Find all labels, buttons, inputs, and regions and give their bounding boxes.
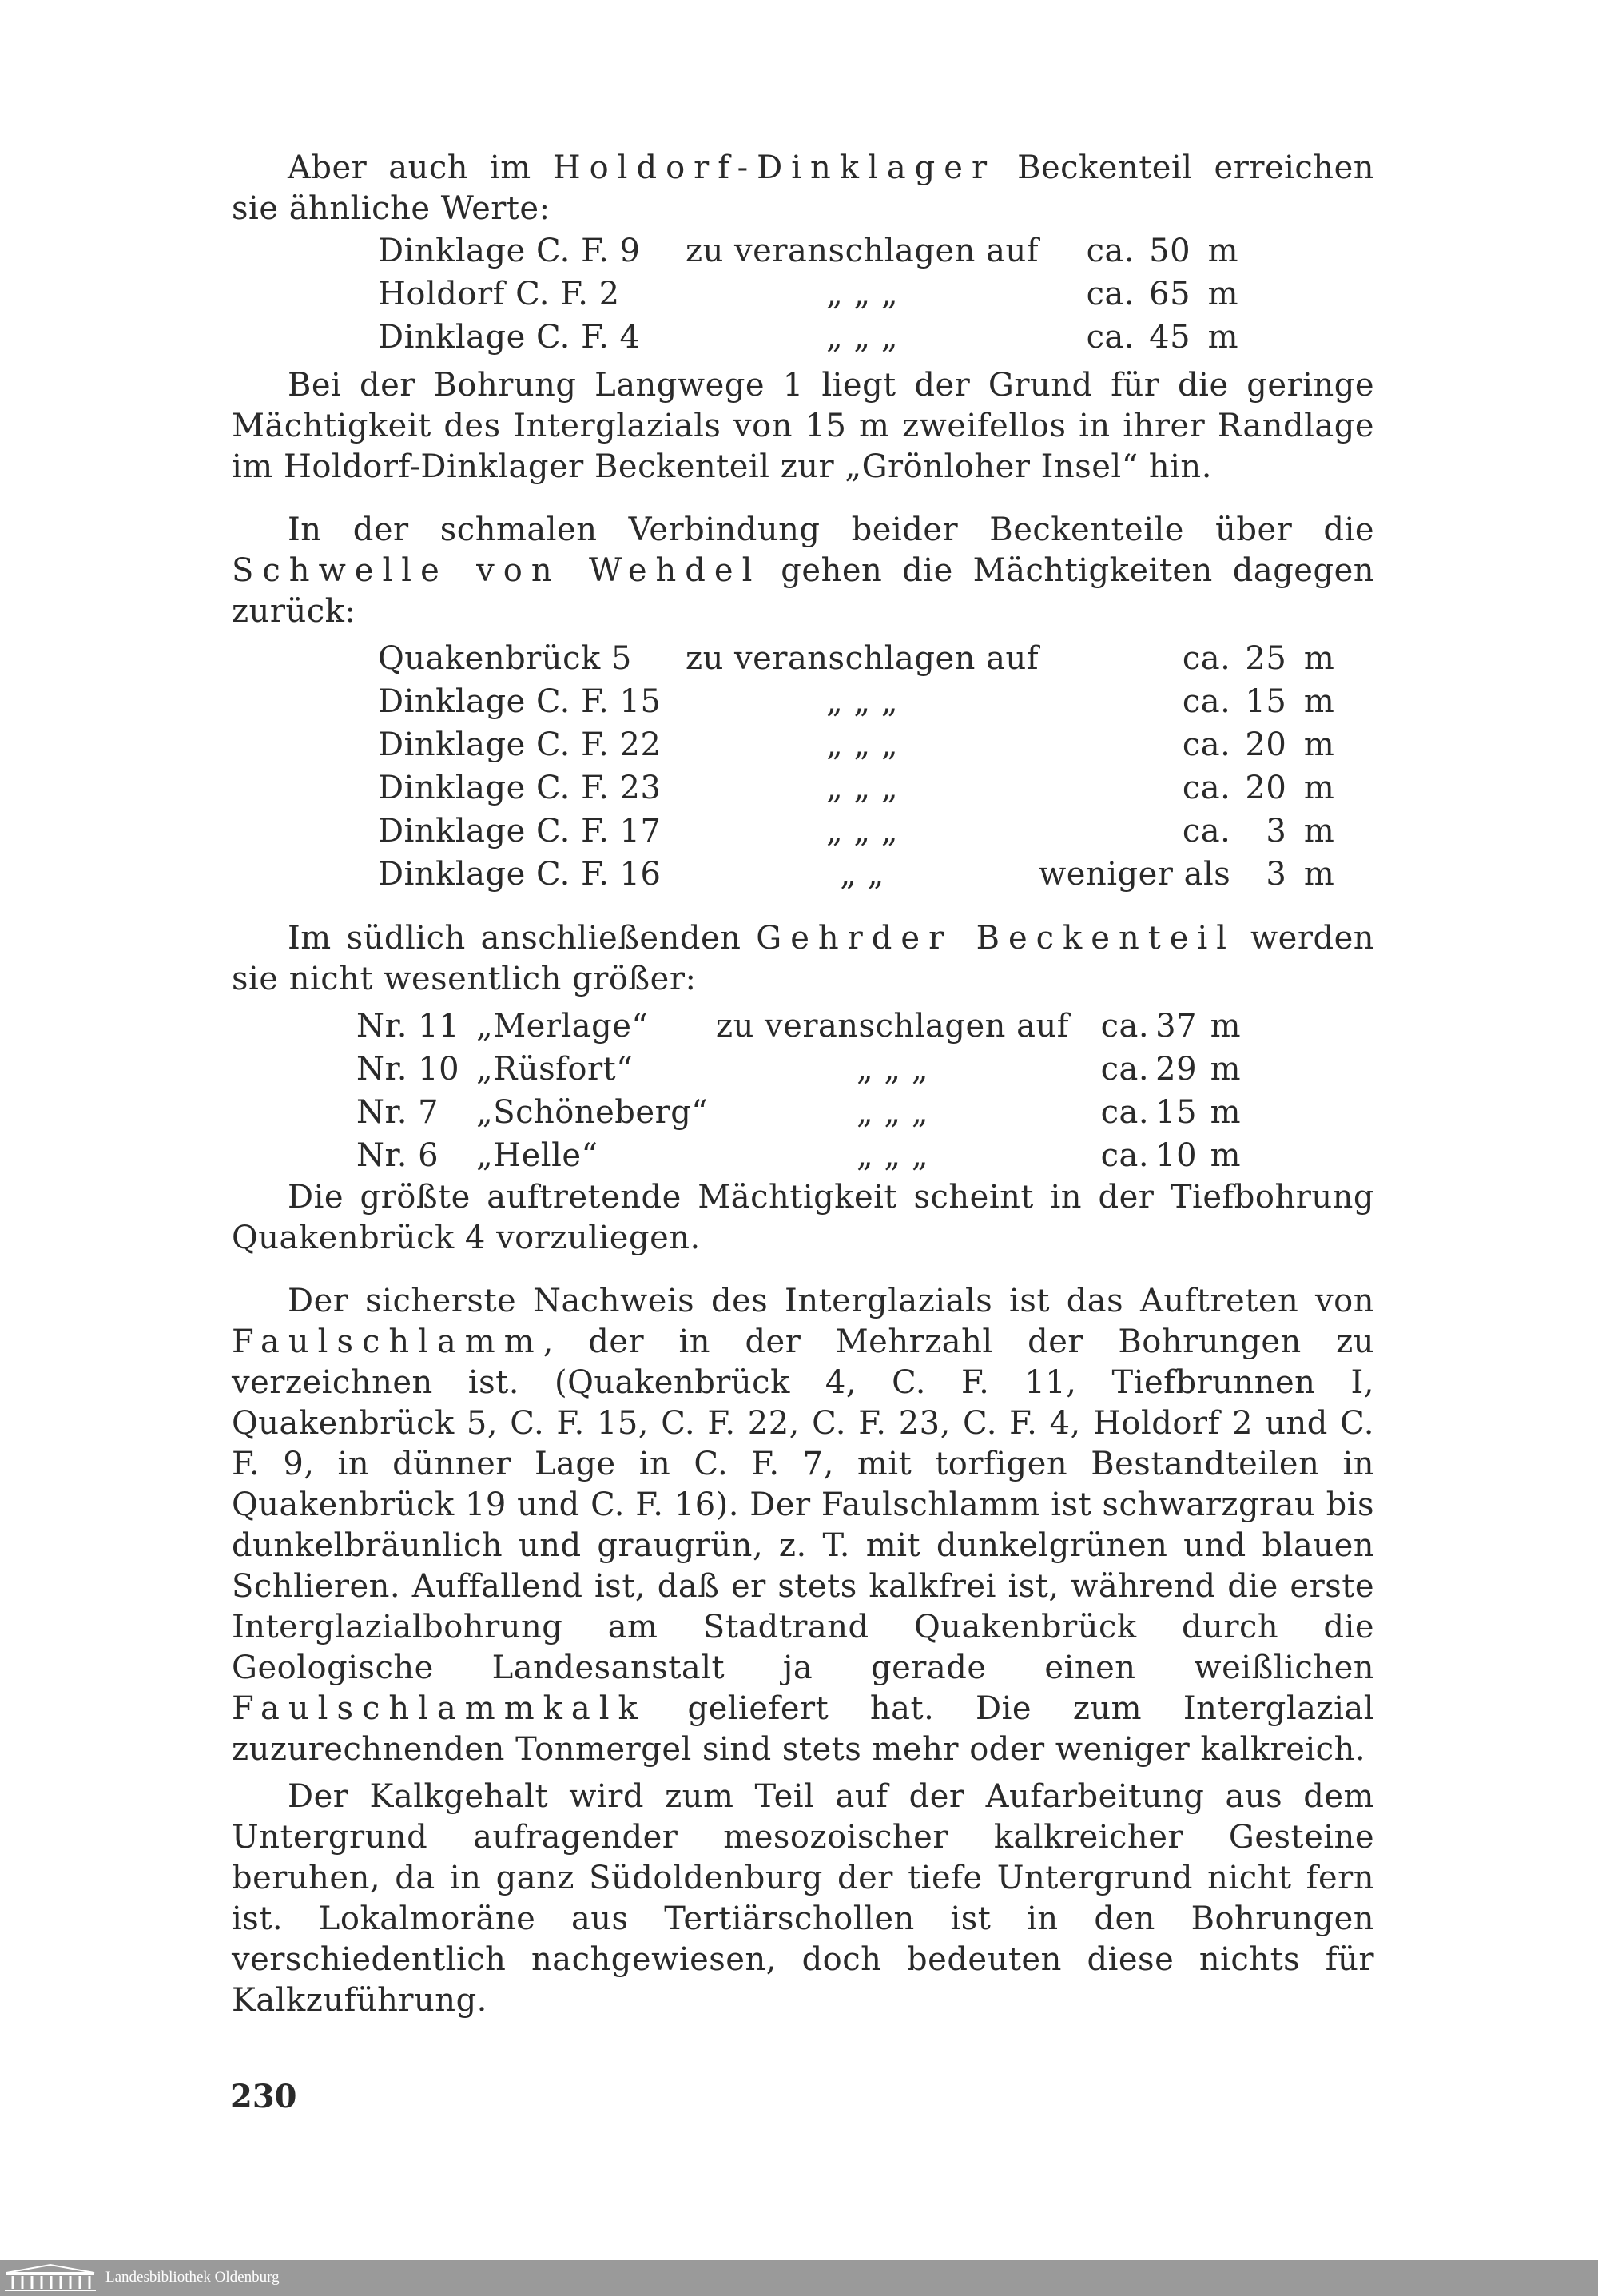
estimate-phrase: zu veranschlagen auf [686, 233, 1039, 269]
thickness-unit: m [1207, 276, 1239, 312]
thickness-value: 37 [1155, 1008, 1198, 1045]
p6-mid: , der in der Mehrzahl der Bohrungen zu verzeichnen ist. (Quakenbrück 4, C. F. 11, Tiefbrunnen I, Quakenbrück 5, C. F. 15, C. F. 22, C. F. 23, C. F. 4, Holdorf 2 und C. F. 9, in dünner Lage in C. F. 7, mit torfigen Bestandteilen in Quakenbrück 19 und C. F. 16). Der Faulschlamm ist schwarzgrau bis dunkelbräunlich und graugrün, z. T. mit dunkelgrünen und blauen Schlieren. Auffallend ist, daß er stets kalkfrei ist, während die erste Interglazialbohrung am Stadtrand Quakenbrück durch die Geologische Landesanstalt ja gerade einen weißlichen [232, 1323, 1374, 1686]
estimate-phrase: „ „ „ [825, 683, 899, 720]
borehole-name: „Schöneberg“ [476, 1094, 709, 1131]
estimate-phrase: „ „ „ [825, 726, 899, 763]
p6-spaced-2: Faulschlammkalk [232, 1690, 646, 1727]
paragraph-2: Bei der Bohrung Langwege 1 liegt der Grund für die geringe Mächtigkeit des Interglazials von 15 m zweifellos in ihrer Randlage im Holdorf-Dinklager Beckenteil zur „Grönloher Insel“ hin. [232, 367, 1374, 485]
table-gehrder [356, 1005, 1241, 1177]
p1-pre: Aber auch im [288, 149, 531, 186]
table-wehdel [378, 637, 1334, 896]
library-footer-bar [0, 2260, 1598, 2296]
approx-label: ca. [1182, 726, 1231, 763]
thickness-unit: m [1303, 726, 1335, 763]
approx-label: ca. [1086, 319, 1135, 356]
thickness-value: 25 [1245, 640, 1287, 677]
approx-label: ca. [1182, 640, 1231, 677]
table-row [378, 723, 1334, 766]
paragraph-4 [232, 918, 1374, 1000]
table-row [378, 316, 1238, 359]
approx-label: ca. [1086, 276, 1135, 312]
thickness-value: 15 [1245, 683, 1287, 720]
thickness-value: 10 [1155, 1137, 1198, 1174]
thickness-unit: m [1210, 1094, 1242, 1131]
table-holdorf-dinklager [378, 229, 1238, 359]
borehole-name: Holdorf C. F. 2 [378, 276, 620, 312]
estimate-phrase: „ „ „ [825, 770, 899, 806]
thickness-unit: m [1210, 1051, 1242, 1088]
borehole-number: Nr. 10 [356, 1051, 460, 1088]
borehole-name: Dinklage C. F. 23 [378, 770, 662, 806]
borehole-name: Dinklage C. F. 16 [378, 856, 662, 893]
p3-pre: In der schmalen Verbindung beider Beckenteile über die [288, 511, 1374, 548]
borehole-name: Dinklage C. F. 22 [378, 726, 662, 763]
table-row [378, 810, 1334, 853]
p6-spaced-1: Faulschlamm [232, 1323, 543, 1360]
estimate-phrase: „ „ „ [825, 276, 899, 312]
p4-pre: Im südlich anschließenden [288, 920, 741, 957]
thickness-unit: m [1303, 770, 1335, 806]
thickness-value: 45 [1149, 319, 1191, 356]
p4-spaced: Gehrder Beckenteil [756, 920, 1236, 957]
p6-pre: Der sicherste Nachweis des Interglazials ist das Auftreten von [288, 1283, 1374, 1319]
thickness-value: 29 [1155, 1051, 1198, 1088]
borehole-name: „Merlage“ [476, 1008, 649, 1045]
thickness-value: 65 [1149, 276, 1191, 312]
estimate-phrase: zu veranschlagen auf [716, 1008, 1070, 1045]
borehole-name: Quakenbrück 5 [378, 640, 632, 677]
estimate-phrase: „ „ [840, 856, 884, 893]
thickness-unit: m [1303, 813, 1335, 850]
borehole-name: Dinklage C. F. 15 [378, 683, 662, 720]
paragraph-1 [232, 148, 1374, 229]
table-row [356, 1005, 1241, 1048]
approx-label: ca. [1100, 1051, 1150, 1088]
borehole-number: Nr. 7 [356, 1094, 439, 1131]
paragraph-7: Der Kalkgehalt wird zum Teil auf der Aufarbeitung aus dem Untergrund aufragender mesozoischer kalkreicher Gesteine beruhen, da in ganz Südoldenburg der tiefe Untergrund nicht fern ist. Lokalmoräne aus Tertiärschollen ist in den Bohrungen verschiedentlich nachgewiesen, doch bedeuten diese nichts für Kalkzuführung. [232, 1778, 1374, 2019]
borehole-name: Dinklage C. F. 9 [378, 233, 641, 269]
p1-post: Beckenteil erreichen sie ähnliche Werte: [232, 149, 1375, 227]
borehole-name: „Helle“ [476, 1137, 598, 1174]
borehole-name: „Rüsfort“ [476, 1051, 634, 1088]
estimate-phrase: „ „ „ [856, 1094, 929, 1131]
borehole-number: Nr. 11 [356, 1008, 460, 1045]
estimate-phrase: zu veranschlagen auf [686, 640, 1039, 677]
thickness-value: 20 [1245, 770, 1287, 806]
library-building-icon [3, 2263, 97, 2293]
thickness-value: 20 [1245, 726, 1287, 763]
thickness-unit: m [1303, 683, 1335, 720]
estimate-phrase: „ „ „ [856, 1051, 929, 1088]
p4-post: werden sie nicht wesentlich größer: [232, 920, 1375, 997]
thickness-value: 50 [1149, 233, 1191, 269]
thickness-unit: m [1210, 1137, 1242, 1174]
p6-post: geliefert hat. Die zum Interglazial zuzurechnenden Tonmergel sind stets mehr oder weniger kalkreich. [232, 1690, 1374, 1768]
approx-label: ca. [1182, 683, 1231, 720]
approx-label: ca. [1100, 1137, 1150, 1174]
paragraph-6 [232, 1281, 1374, 1770]
thickness-unit: m [1303, 856, 1335, 893]
estimate-phrase: „ „ „ [825, 813, 899, 850]
approx-label: ca. [1086, 233, 1135, 269]
table-row [356, 1091, 1241, 1134]
table-row [356, 1134, 1241, 1177]
thickness-value: 3 [1266, 813, 1287, 850]
approx-label: ca. [1100, 1094, 1150, 1131]
approx-label: ca. [1100, 1008, 1150, 1045]
table-row [378, 273, 1238, 316]
table-row [378, 766, 1334, 810]
paragraph-3 [232, 510, 1374, 632]
estimate-phrase: „ „ „ [856, 1137, 929, 1174]
approx-label: weniger als [1039, 856, 1231, 893]
table-row [378, 853, 1334, 896]
thickness-unit: m [1303, 640, 1335, 677]
thickness-unit: m [1207, 319, 1239, 356]
table-row [378, 637, 1334, 680]
thickness-unit: m [1210, 1008, 1242, 1045]
thickness-value: 15 [1155, 1094, 1198, 1131]
paragraph-5: Die größte auftretende Mächtigkeit scheint in der Tiefbohrung Quakenbrück 4 vorzuliegen. [232, 1179, 1374, 1256]
borehole-number: Nr. 6 [356, 1137, 439, 1174]
borehole-name: Dinklage C. F. 17 [378, 813, 662, 850]
library-name: Landesbibliothek Oldenburg [105, 2269, 280, 2286]
estimate-phrase: „ „ „ [825, 319, 899, 356]
thickness-value: 3 [1266, 856, 1287, 893]
p3-spaced: Schwelle von Wehdel [232, 552, 761, 589]
borehole-name: Dinklage C. F. 4 [378, 319, 641, 356]
table-row [378, 229, 1238, 273]
approx-label: ca. [1182, 813, 1231, 850]
page-number: 230 [230, 2078, 297, 2115]
p3-post: gehen die Mächtigkeiten dagegen zurück: [232, 552, 1375, 630]
page-body [232, 148, 1374, 2021]
thickness-unit: m [1207, 233, 1239, 269]
table-row [356, 1048, 1241, 1091]
approx-label: ca. [1182, 770, 1231, 806]
p1-spaced: Holdorf-Dinklager [552, 149, 996, 186]
table-row [378, 680, 1334, 723]
